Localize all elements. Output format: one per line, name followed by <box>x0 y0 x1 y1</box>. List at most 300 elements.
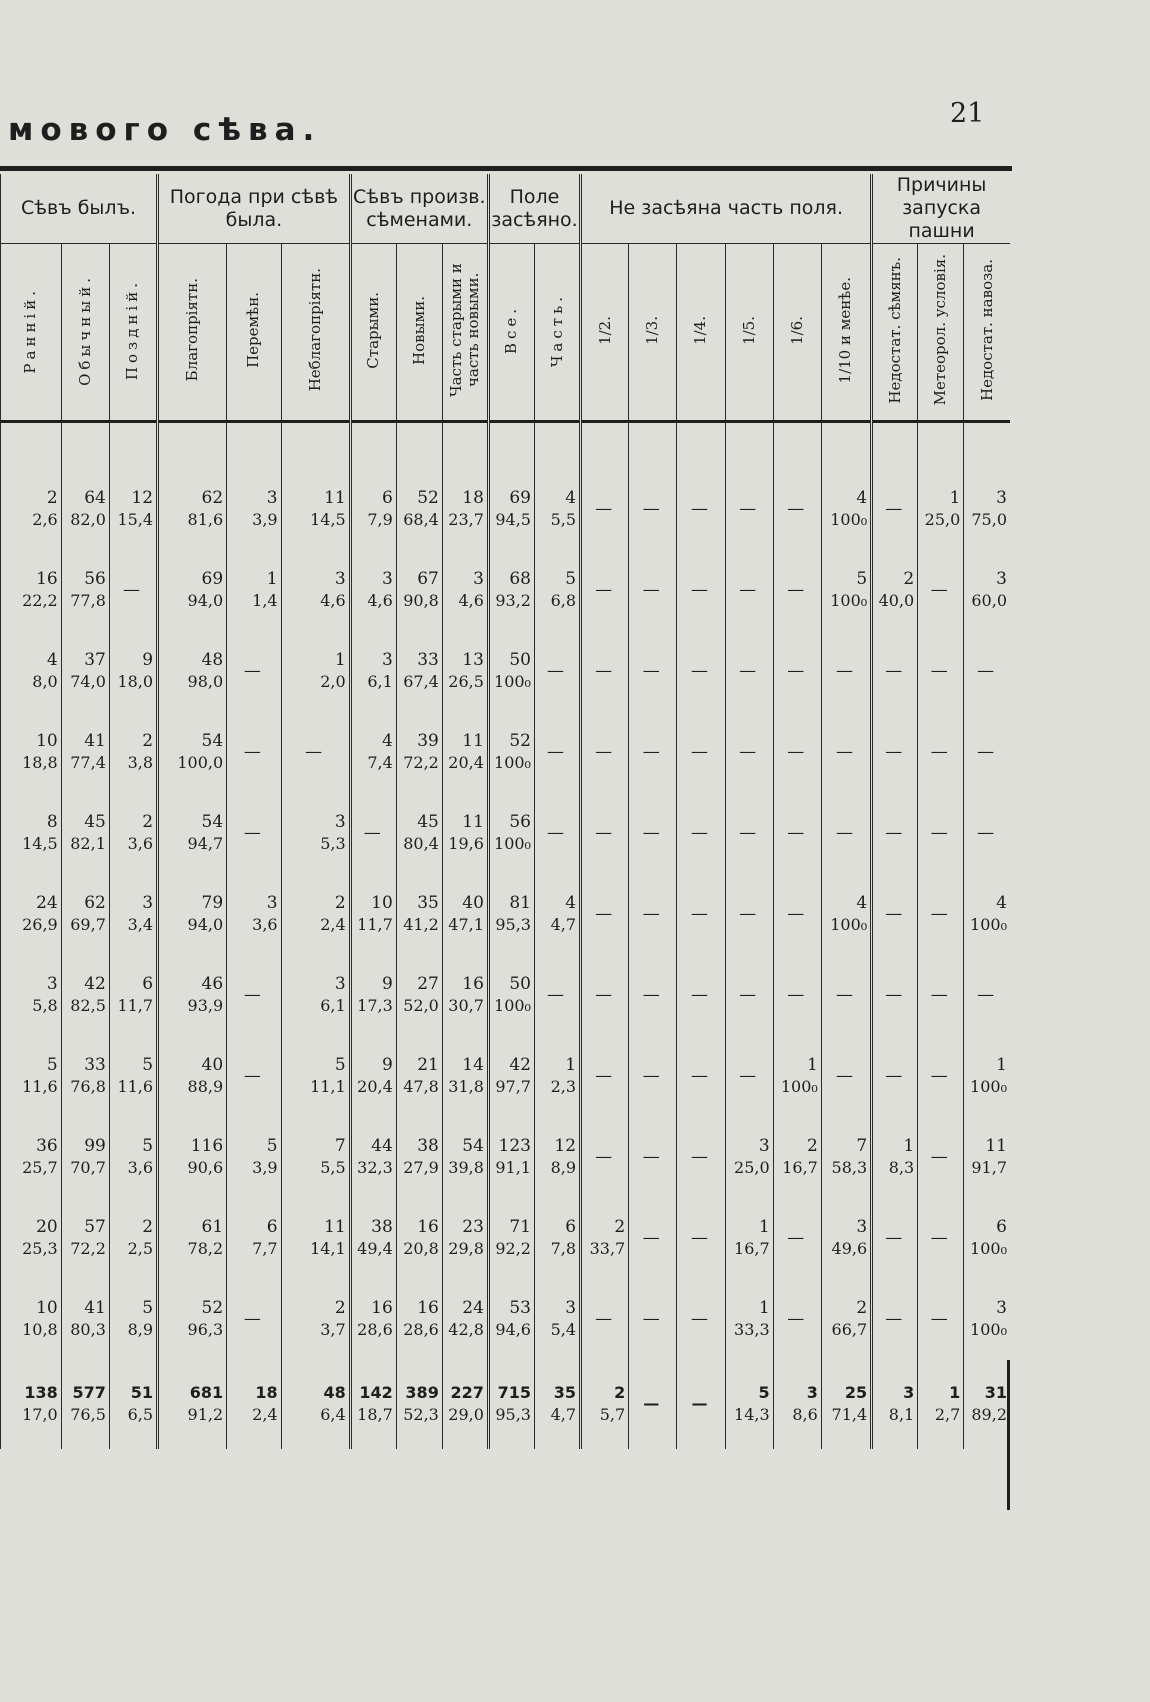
percent-value: 11,6 <box>117 1076 154 1096</box>
table-cell <box>677 792 725 873</box>
table-cell <box>109 1278 157 1359</box>
percent-value: 6,5 <box>127 1405 154 1424</box>
count-value: 6 <box>381 487 393 508</box>
col-label: Все. <box>502 305 521 355</box>
table-cell <box>821 711 871 792</box>
table-cell <box>158 1359 227 1449</box>
table-cell <box>872 422 918 550</box>
table-row <box>1 711 1011 792</box>
count-value: 54 <box>201 730 224 751</box>
table-cell <box>629 1035 677 1116</box>
percent-value: 76,8 <box>70 1076 106 1096</box>
col-header-lack-of-manure <box>964 244 1010 422</box>
table-cell <box>964 792 1010 873</box>
count-value: 2 <box>807 1135 818 1156</box>
table-cell <box>350 1035 396 1116</box>
count-value: 11 <box>462 730 484 751</box>
table-cell <box>350 549 396 630</box>
table-row <box>1 1035 1011 1116</box>
table-cell <box>773 792 821 873</box>
percent-value: 3,9 <box>252 509 278 529</box>
table-row <box>1 792 1011 873</box>
percent-value: 76,5 <box>70 1405 106 1424</box>
col-header-weather-conditions <box>918 244 964 422</box>
count-value: 69 <box>509 487 531 508</box>
percent-value: 93,2 <box>495 590 531 610</box>
table-cell <box>821 954 871 1035</box>
count-value: 1 <box>903 1135 915 1156</box>
count-value: 4 <box>381 730 393 751</box>
percent-value: 68,4 <box>403 509 439 529</box>
table-cell <box>677 954 725 1035</box>
percent-value: 3,8 <box>127 752 154 772</box>
count-value: 56 <box>84 568 106 589</box>
table-cell <box>442 1359 488 1449</box>
empty-dash: — <box>642 1146 660 1167</box>
table-cell <box>964 1197 1010 1278</box>
page-title: мового сѣва. <box>8 112 322 148</box>
percent-value: 100₀ <box>970 1319 1007 1339</box>
empty-dash: — <box>977 660 995 681</box>
count-value: 3 <box>565 1297 577 1318</box>
empty-dash: — <box>835 984 853 1005</box>
table-cell <box>581 873 629 954</box>
right-edge-rule <box>1007 1360 1010 1510</box>
table-cell <box>281 1359 350 1449</box>
table-cell <box>534 954 580 1035</box>
table-cell <box>396 792 442 873</box>
empty-dash: — <box>835 1065 853 1086</box>
count-value: 3 <box>142 892 154 913</box>
table-cell <box>158 1278 227 1359</box>
table-cell <box>61 1035 109 1116</box>
col-label: 1/2. <box>595 315 614 345</box>
count-value: 3 <box>334 568 346 589</box>
table-cell <box>581 630 629 711</box>
table-cell <box>872 873 918 954</box>
table-cell <box>725 1116 773 1197</box>
percent-value: 3,9 <box>252 1157 278 1177</box>
empty-dash: — <box>885 822 903 843</box>
table-cell <box>629 549 677 630</box>
table-cell <box>109 711 157 792</box>
table-cell <box>158 711 227 792</box>
empty-dash: — <box>547 822 564 843</box>
col-label: 1/3. <box>643 315 662 345</box>
empty-dash: — <box>787 984 805 1005</box>
percent-value: 8,9 <box>550 1157 577 1177</box>
table-cell <box>109 549 157 630</box>
col-header-variable <box>227 244 281 422</box>
table-cell <box>350 630 396 711</box>
table-cell <box>488 1116 534 1197</box>
table-cell <box>61 1278 109 1359</box>
percent-value: 2,4 <box>252 1405 278 1424</box>
table-cell <box>61 711 109 792</box>
percent-value: 67,4 <box>403 671 439 691</box>
col-header-half <box>581 244 629 422</box>
empty-dash: — <box>642 822 660 843</box>
percent-value: 33,7 <box>589 1238 626 1258</box>
empty-dash: — <box>595 984 613 1005</box>
count-value: 3 <box>473 568 484 589</box>
percent-value: 22,2 <box>22 590 58 610</box>
percent-value: 3,6 <box>127 1157 154 1177</box>
percent-value: 7,4 <box>367 752 393 772</box>
count-value: 5 <box>142 1135 154 1156</box>
count-value: 1 <box>949 1383 961 1402</box>
percent-value: 95,3 <box>495 914 531 934</box>
percent-value: 14,1 <box>310 1238 346 1258</box>
count-value: 2 <box>614 1383 626 1402</box>
percent-value: 47,8 <box>403 1076 439 1096</box>
empty-dash: — <box>691 1394 708 1413</box>
table-cell <box>677 1278 725 1359</box>
table-cell <box>61 422 109 550</box>
count-value: 46 <box>201 973 224 994</box>
table-cell <box>158 792 227 873</box>
table-cell <box>918 792 964 873</box>
table-cell <box>581 1035 629 1116</box>
count-value: 12 <box>554 1135 577 1156</box>
table-row <box>1 1197 1011 1278</box>
count-value: 3 <box>266 892 278 913</box>
empty-dash: — <box>885 660 903 681</box>
table-cell <box>442 1116 488 1197</box>
percent-value: 3,4 <box>127 914 154 934</box>
table-cell <box>581 1197 629 1278</box>
table-cell <box>725 1278 773 1359</box>
table-cell <box>725 422 773 550</box>
percent-value: 69,7 <box>70 914 106 934</box>
count-value: 33 <box>417 649 439 670</box>
percent-value: 18,7 <box>357 1405 393 1424</box>
percent-value: 11,7 <box>117 995 154 1015</box>
empty-dash: — <box>930 660 948 681</box>
col-label: Метеорол. условія. <box>931 254 950 406</box>
empty-dash: — <box>643 1394 660 1413</box>
table-cell <box>488 549 534 630</box>
empty-dash: — <box>930 1227 948 1248</box>
count-value: 54 <box>201 811 224 832</box>
table-cell <box>725 711 773 792</box>
col-label: 1/6. <box>787 315 806 345</box>
percent-value: 29,0 <box>448 1405 484 1424</box>
count-value: 61 <box>201 1216 224 1237</box>
percent-value: 93,9 <box>187 995 224 1015</box>
table-cell <box>821 422 871 550</box>
table-cell <box>158 1197 227 1278</box>
count-value: 1 <box>266 568 278 589</box>
percent-value: 94,6 <box>495 1319 531 1339</box>
table-cell <box>534 1035 580 1116</box>
empty-dash: — <box>642 984 660 1005</box>
table-cell <box>534 711 580 792</box>
count-value: 2 <box>142 730 154 751</box>
table-cell <box>396 1278 442 1359</box>
table-cell <box>158 873 227 954</box>
percent-value: 97,7 <box>495 1076 531 1096</box>
table-cell <box>964 1278 1010 1359</box>
empty-dash: — <box>595 903 613 924</box>
percent-value: 8,6 <box>792 1405 818 1424</box>
table-cell <box>773 954 821 1035</box>
table-cell <box>158 954 227 1035</box>
percent-value: 72,2 <box>70 1238 106 1258</box>
table-cell <box>1 711 62 792</box>
empty-dash: — <box>690 1227 708 1248</box>
count-value: 52 <box>201 1297 224 1318</box>
table-cell <box>488 954 534 1035</box>
percent-value: 80,3 <box>70 1319 106 1339</box>
percent-value: 94,0 <box>187 590 224 610</box>
percent-value: 8,3 <box>888 1157 915 1177</box>
col-header-fifth <box>725 244 773 422</box>
percent-value: 100₀ <box>830 590 868 610</box>
table-cell <box>534 1116 580 1197</box>
percent-value: 2,3 <box>550 1076 577 1096</box>
percent-value: 90,6 <box>187 1157 224 1177</box>
table-cell <box>964 422 1010 550</box>
percent-value: 5,7 <box>599 1405 626 1424</box>
percent-value: 100₀ <box>970 1076 1007 1096</box>
table-cell <box>350 1359 396 1449</box>
col-label: Неблагопріятн. <box>305 268 324 392</box>
count-value: 2 <box>46 487 58 508</box>
col-header-new-seeds <box>396 244 442 422</box>
empty-dash: — <box>243 1065 261 1086</box>
percent-value: 31,8 <box>448 1076 484 1096</box>
table-cell <box>629 1197 677 1278</box>
percent-value: 100₀ <box>970 1238 1007 1258</box>
percent-value: 39,8 <box>448 1157 484 1177</box>
count-value: 3 <box>996 568 1007 589</box>
count-value: 10 <box>36 730 58 751</box>
empty-dash: — <box>595 579 613 600</box>
table-cell <box>581 792 629 873</box>
percent-value: 20,8 <box>403 1238 439 1258</box>
percent-value: 8,1 <box>888 1405 915 1424</box>
percent-value: 58,3 <box>831 1157 868 1177</box>
table-cell <box>442 711 488 792</box>
percent-value: 2,0 <box>320 671 346 691</box>
percent-value: 26,9 <box>22 914 58 934</box>
table-cell <box>872 1359 918 1449</box>
count-value: 68 <box>509 568 531 589</box>
table-cell <box>396 954 442 1035</box>
percent-value: 16,7 <box>734 1238 770 1258</box>
table-cell <box>725 549 773 630</box>
percent-value: 94,5 <box>495 509 531 529</box>
count-value: 227 <box>450 1383 484 1402</box>
table-cell <box>281 549 350 630</box>
count-value: 25 <box>844 1383 868 1402</box>
table-cell <box>1 1197 62 1278</box>
percent-value: 18,0 <box>117 671 154 691</box>
group-header-weather: Погода при сѣвѣ была. <box>158 174 351 244</box>
count-value: 33 <box>84 1054 106 1075</box>
table-cell <box>773 873 821 954</box>
empty-dash: — <box>690 1308 708 1329</box>
table-cell <box>918 630 964 711</box>
table-cell <box>61 873 109 954</box>
empty-dash: — <box>930 822 948 843</box>
group-header-unsown-part: Не засѣяна часть поля. <box>581 174 872 244</box>
count-value: 4 <box>856 892 868 913</box>
percent-value: 100₀ <box>830 509 868 529</box>
table-cell <box>872 630 918 711</box>
table-cell <box>581 954 629 1035</box>
count-value: 5 <box>142 1297 154 1318</box>
percent-value: 100₀ <box>494 671 531 691</box>
table-cell <box>677 1116 725 1197</box>
empty-dash: — <box>243 660 261 681</box>
percent-value: 94,0 <box>187 914 224 934</box>
empty-dash: — <box>243 1308 261 1329</box>
count-value: 13 <box>462 649 484 670</box>
count-value: 24 <box>462 1297 484 1318</box>
table-cell <box>821 1359 871 1449</box>
col-label: Часть старыми и часть новыми. <box>446 263 482 397</box>
percent-value: 100₀ <box>494 995 531 1015</box>
percent-value: 49,4 <box>357 1238 393 1258</box>
table-cell <box>350 711 396 792</box>
table-cell <box>918 711 964 792</box>
percent-value: 98,0 <box>187 671 224 691</box>
table-cell <box>918 873 964 954</box>
percent-value: 6,8 <box>550 590 577 610</box>
count-value: 3 <box>903 1383 915 1402</box>
col-header-mixed-seeds <box>442 244 488 422</box>
table-cell <box>158 630 227 711</box>
empty-dash: — <box>930 1308 948 1329</box>
count-value: 99 <box>84 1135 106 1156</box>
count-value: 681 <box>189 1383 224 1402</box>
table-cell <box>1 422 62 550</box>
table-cell <box>488 1197 534 1278</box>
table-cell <box>109 873 157 954</box>
empty-dash: — <box>243 741 261 762</box>
table-cell <box>281 711 350 792</box>
percent-value: 82,5 <box>70 995 106 1015</box>
table-cell <box>281 1035 350 1116</box>
table-cell <box>725 873 773 954</box>
table-cell <box>534 873 580 954</box>
table-body <box>1 422 1011 1450</box>
table-cell <box>773 1116 821 1197</box>
empty-dash: — <box>547 660 564 681</box>
empty-dash: — <box>690 741 708 762</box>
empty-dash: — <box>739 822 757 843</box>
table-cell <box>396 422 442 550</box>
table-cell <box>629 792 677 873</box>
empty-dash: — <box>642 660 660 681</box>
count-value: 8 <box>46 811 58 832</box>
count-value: 3 <box>46 973 58 994</box>
count-value: 1 <box>758 1297 770 1318</box>
count-value: 1 <box>996 1054 1007 1075</box>
count-value: 11 <box>324 487 346 508</box>
table-cell <box>61 954 109 1035</box>
count-value: 1 <box>949 487 961 508</box>
percent-value: 14,5 <box>22 833 58 853</box>
empty-dash: — <box>787 822 805 843</box>
count-value: 5 <box>142 1054 154 1075</box>
empty-dash: — <box>739 741 757 762</box>
table-cell <box>629 630 677 711</box>
count-value: 6 <box>266 1216 278 1237</box>
count-value: 3 <box>996 1297 1007 1318</box>
count-value: 2 <box>142 1216 154 1237</box>
percent-value: 4,6 <box>320 590 346 610</box>
table-cell <box>872 792 918 873</box>
table-cell <box>918 549 964 630</box>
table-cell <box>725 954 773 1035</box>
table-cell <box>227 873 281 954</box>
empty-dash: — <box>835 660 853 681</box>
percent-value: 77,4 <box>70 752 106 772</box>
count-value: 18 <box>255 1383 278 1402</box>
table-cell <box>629 954 677 1035</box>
percent-value: 66,7 <box>831 1319 868 1339</box>
percent-value: 25,3 <box>22 1238 58 1258</box>
empty-dash: — <box>787 498 805 519</box>
count-value: 5 <box>758 1383 770 1402</box>
count-value: 16 <box>36 568 58 589</box>
table-cell <box>773 1278 821 1359</box>
count-value: 1 <box>807 1054 818 1075</box>
count-value: 2 <box>142 811 154 832</box>
percent-value: 5,8 <box>32 995 58 1015</box>
col-label: 1/4. <box>691 315 710 345</box>
table-cell <box>821 1278 871 1359</box>
percent-value: 15,4 <box>117 509 154 529</box>
count-value: 27 <box>417 973 439 994</box>
count-value: 62 <box>84 892 106 913</box>
table-cell <box>872 954 918 1035</box>
table-cell <box>821 792 871 873</box>
table-cell <box>350 1197 396 1278</box>
table-cell <box>821 630 871 711</box>
empty-dash: — <box>739 579 757 600</box>
table-cell <box>442 1278 488 1359</box>
table-cell <box>1 549 62 630</box>
empty-dash: — <box>930 903 948 924</box>
count-value: 52 <box>417 487 439 508</box>
percent-value: 41,2 <box>403 914 439 934</box>
percent-value: 30,7 <box>448 995 484 1015</box>
table-cell <box>677 1035 725 1116</box>
percent-value: 88,9 <box>187 1076 224 1096</box>
percent-value: 11,1 <box>310 1076 346 1096</box>
table-cell <box>918 1359 964 1449</box>
count-value: 79 <box>201 892 224 913</box>
table-cell <box>725 630 773 711</box>
empty-dash: — <box>595 498 613 519</box>
table-cell <box>281 873 350 954</box>
col-label: Старыми. <box>364 291 383 369</box>
table-cell <box>581 711 629 792</box>
table-cell <box>821 1035 871 1116</box>
count-value: 3 <box>856 1216 868 1237</box>
table-cell <box>821 1116 871 1197</box>
count-value: 18 <box>462 487 484 508</box>
table-row <box>1 630 1011 711</box>
count-value: 2 <box>903 568 915 589</box>
table-cell <box>442 422 488 550</box>
count-value: 142 <box>359 1383 393 1402</box>
percent-value: 4,7 <box>550 1405 577 1424</box>
